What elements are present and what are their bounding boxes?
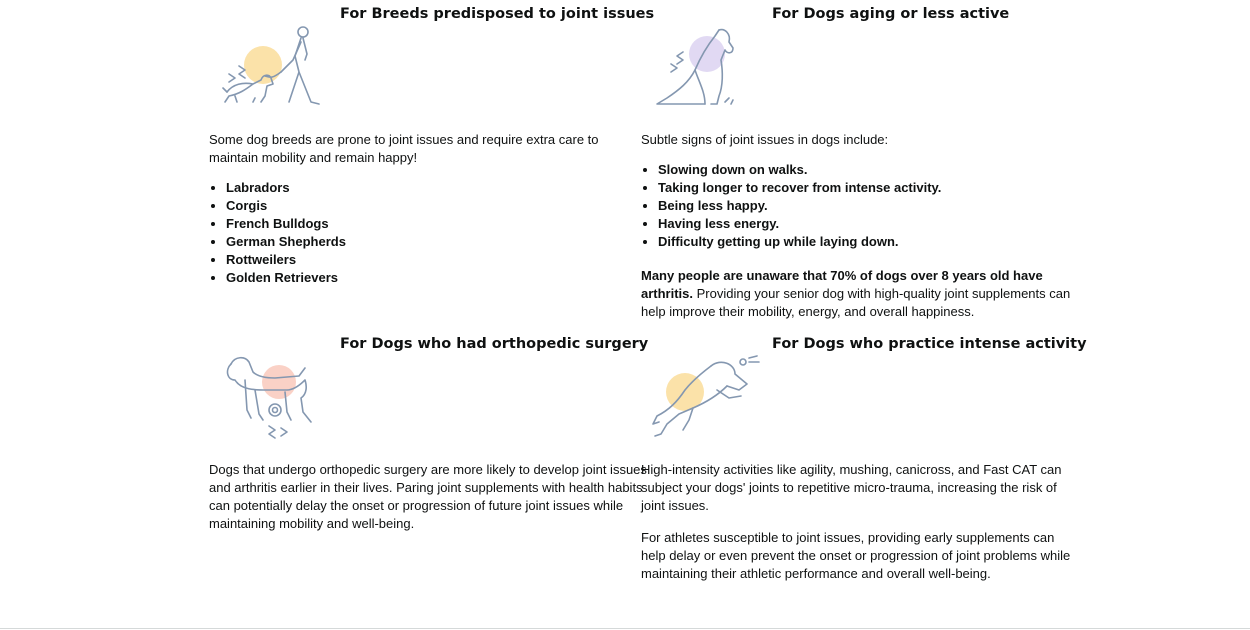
section-title: For Dogs aging or less active	[772, 6, 1010, 22]
section-title: For Dogs who practice intense activity	[772, 336, 1087, 352]
breed-list	[209, 179, 649, 287]
list-item: • Labradors	[226, 179, 649, 197]
section-surgery	[209, 330, 649, 533]
arthritis-note	[641, 267, 1081, 321]
list-item: • French Bulldogs	[226, 215, 649, 233]
section-title: For Breeds predisposed to joint issues	[340, 6, 655, 22]
list-item: • Slowing down on walks.	[658, 161, 1081, 179]
athlete-note: For athletes susceptible to joint issues, providing early supplements can help delay or even prevent the onset or progression of joint problems while maintaining their athletic performance and overall well-being.	[641, 530, 1071, 581]
arthritis-stat: Many people are unaware that 70% of dogs over 8 years old have arthritis.	[641, 268, 1043, 301]
section-title: For Dogs who had orthopedic surgery	[340, 336, 649, 352]
arthritis-advice: Providing your senior dog with high-quality joint supplements can help improve their mobility, energy, and overall happiness.	[641, 286, 1071, 319]
list-item: • Corgis	[226, 197, 649, 215]
section-intro: Some dog breeds are prone to joint issues and require extra care to maintain mobility and remain happy!	[209, 132, 599, 165]
list-item: • Being less happy.	[658, 197, 1081, 215]
list-item: • Taking longer to recover from intense activity.	[658, 179, 1081, 197]
dog-walking-owner-illustration	[215, 20, 335, 120]
dog-hip-pain-illustration	[215, 350, 335, 450]
list-item: • Having less energy.	[658, 215, 1081, 233]
section-intro: Subtle signs of joint issues in dogs include:	[641, 132, 889, 147]
section-intro: Dogs that undergo orthopedic surgery are more likely to develop joint issues and arthritis earlier in their lives. Paring joint supplements with health habits can potentially delay the onset or progression of future joint issues while maintaining mobility and well-being.	[209, 462, 647, 531]
list-item: • Rottweilers	[226, 251, 649, 269]
list-item: • Golden Retrievers	[226, 269, 649, 287]
symptom-list	[641, 161, 1081, 251]
section-intro: High-intensity activities like agility, mushing, canicross, and Fast CAT can subject your dogs' joints to repetitive micro-trauma, increasing the risk of joint issues.	[641, 462, 1062, 513]
section-breeds	[209, 0, 655, 287]
section-aging	[641, 0, 1081, 321]
sitting-senior-dog-illustration	[649, 20, 769, 120]
section-intense-activity	[641, 330, 1087, 583]
list-item: • German Shepherds	[226, 233, 649, 251]
leaping-dog-illustration	[649, 350, 769, 450]
list-item: • Difficulty getting up while laying down.	[658, 233, 1081, 251]
divider	[0, 628, 1250, 629]
